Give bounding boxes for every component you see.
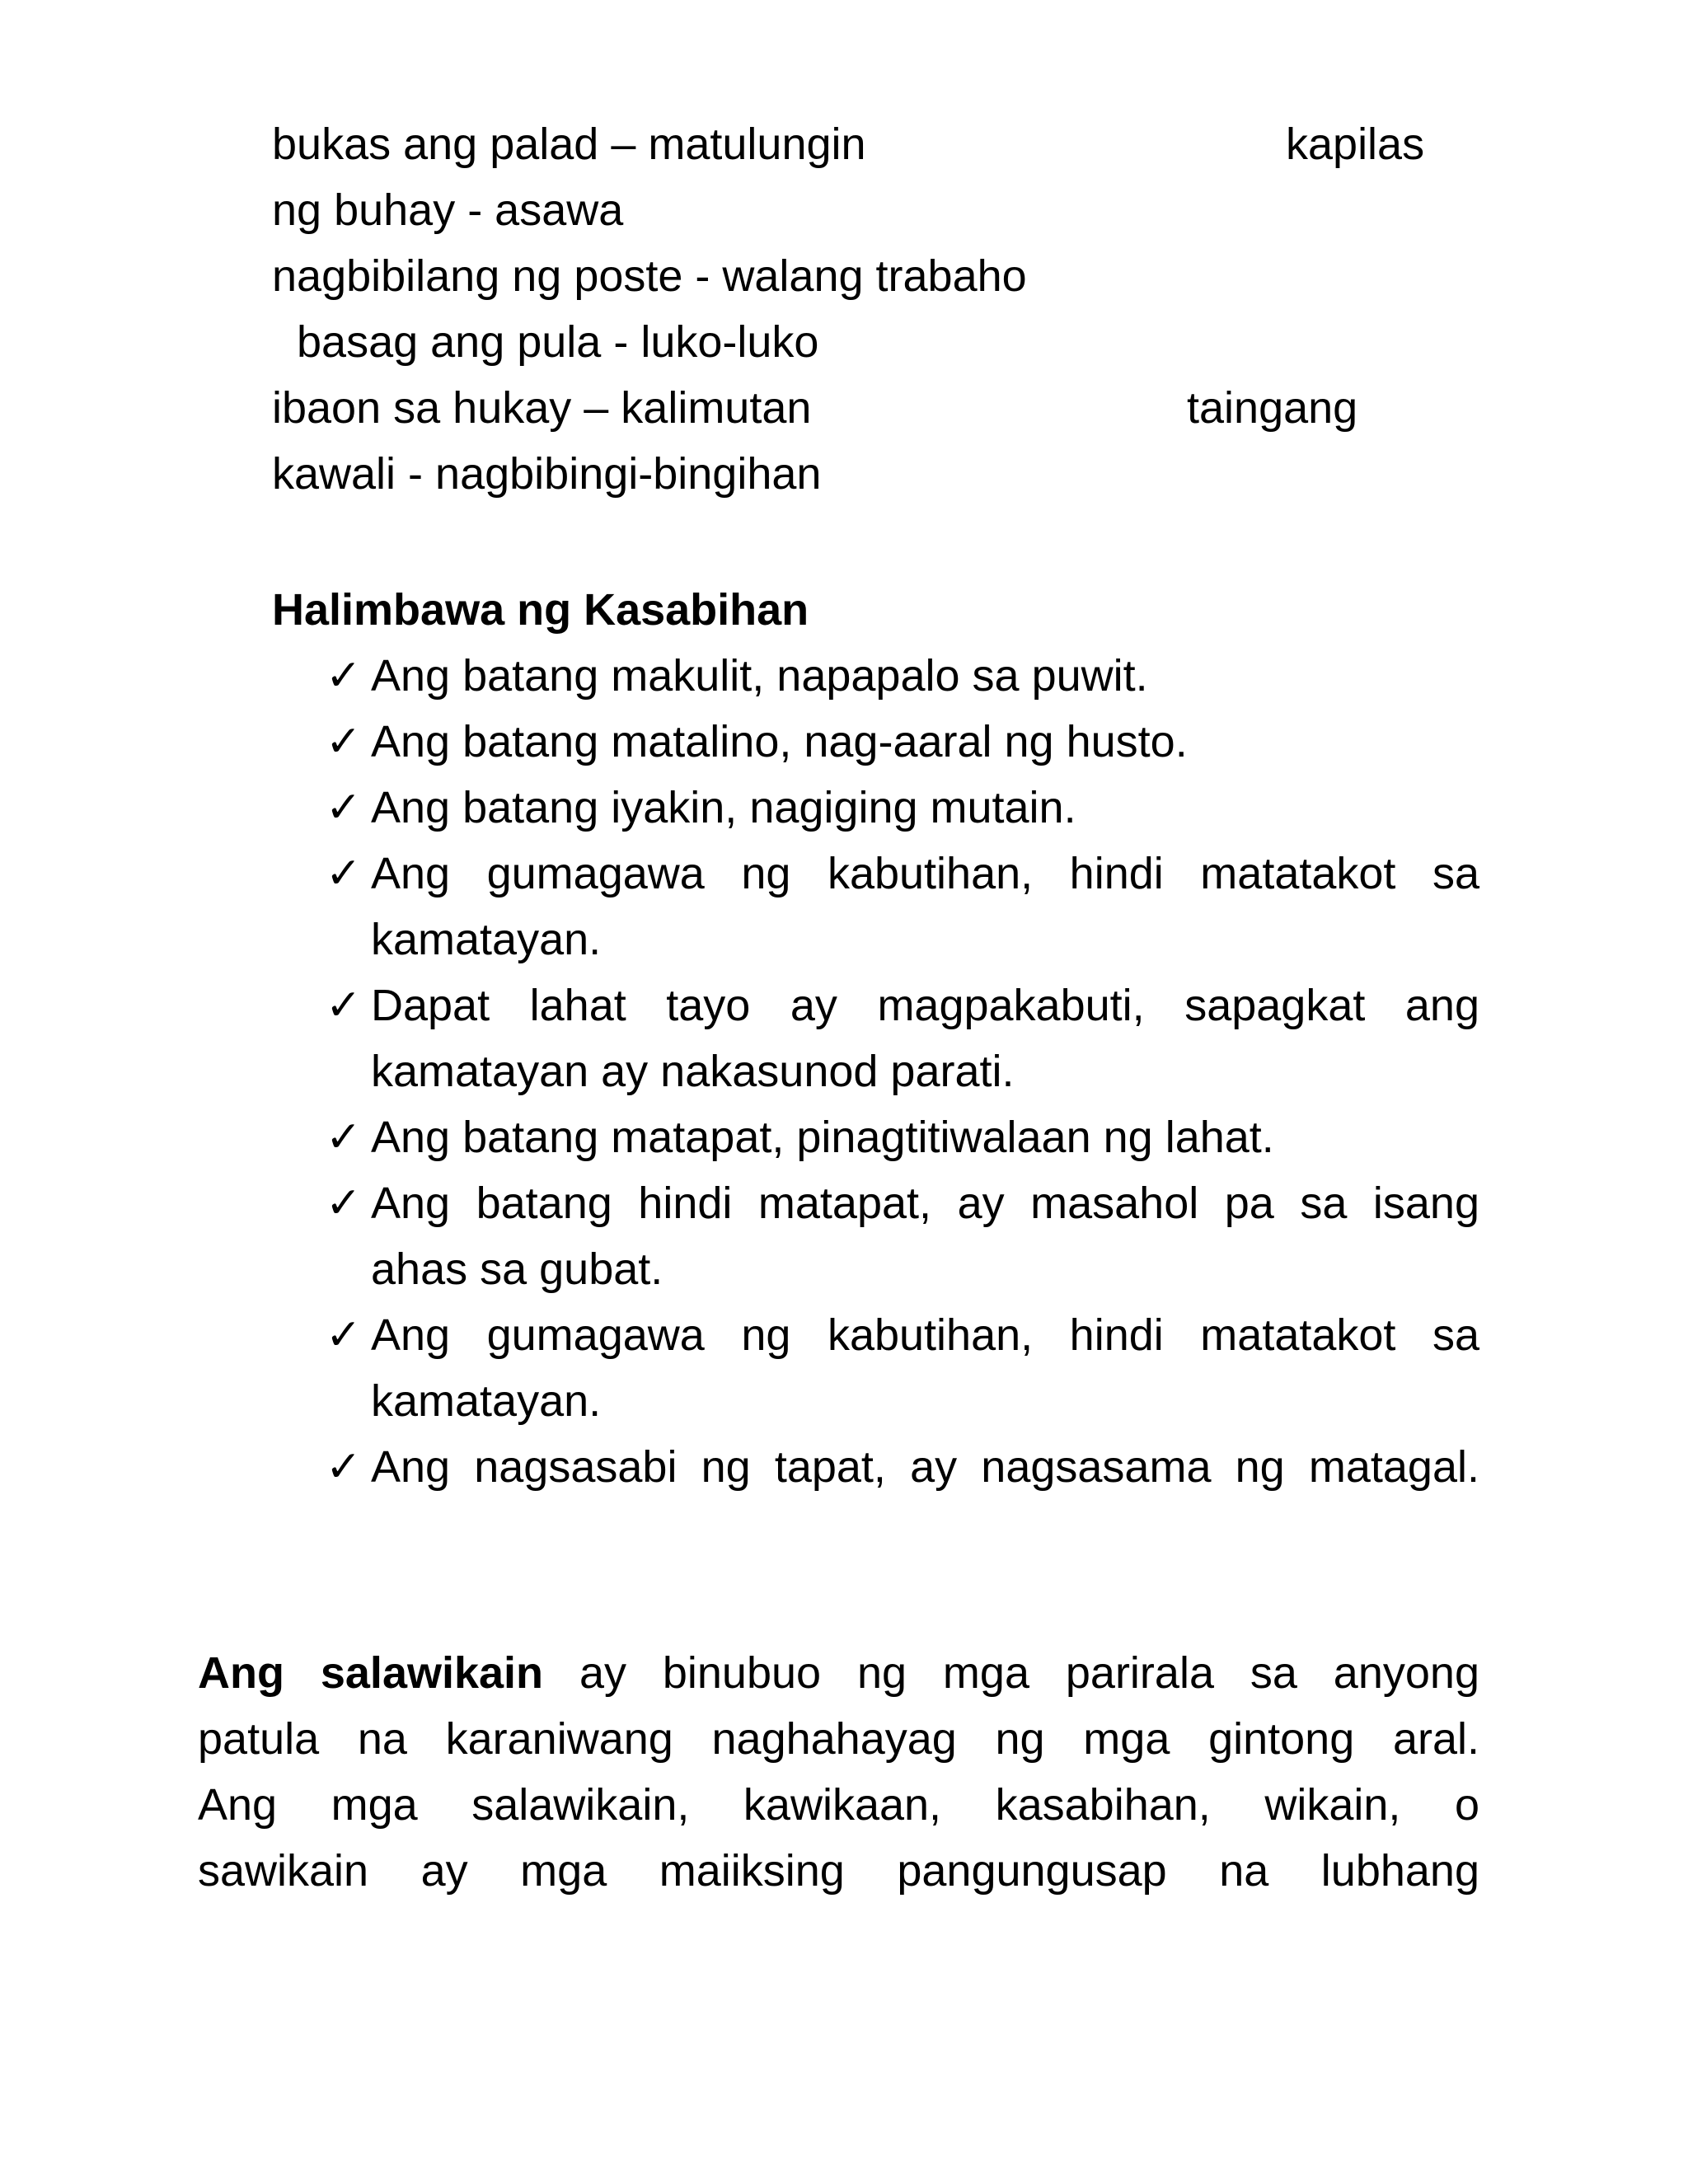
- check-icon: ✓: [326, 1310, 362, 1360]
- salawikain-line-4: sawikain ay mga maiiksing pangungusap na lubhang: [198, 1846, 1479, 1896]
- kasabihan-item-7-line-2: ahas sa gubat.: [371, 1244, 663, 1294]
- salawikain-line-1: [198, 1640, 1479, 1706]
- idiom-line-5: ibaon sa hukay – kalimutan: [272, 383, 812, 433]
- check-icon: ✓: [326, 1113, 362, 1162]
- kasabihan-item-6: Ang batang matapat, pinagtitiwalaan ng lahat.: [371, 1113, 1274, 1162]
- idiom-line-2: ng buhay - asawa: [272, 185, 624, 235]
- kasabihan-item-4-line-2: kamatayan.: [371, 915, 602, 964]
- idiom-line-5-right: taingang: [1187, 383, 1358, 433]
- idiom-line-4: basag ang pula - luko-luko: [272, 317, 819, 367]
- salawikain-term: Ang salawikain: [198, 1648, 544, 1698]
- kasabihan-item-1: Ang batang makulit, napapalo sa puwit.: [371, 651, 1148, 701]
- check-icon: ✓: [326, 717, 362, 766]
- kasabihan-item-4-line-1: Ang gumagawa ng kabutihan, hindi matatakot sa: [371, 849, 1479, 898]
- salawikain-line-2: patula na karaniwang naghahayag ng mga gintong aral.: [198, 1714, 1479, 1764]
- idiom-line-6: kawali - nagbibingi-bingihan: [272, 449, 822, 499]
- kasabihan-item-3: Ang batang iyakin, nagiging mutain.: [371, 783, 1076, 832]
- check-icon: ✓: [326, 1179, 362, 1228]
- kasabihan-item-5-line-2: kamatayan ay nakasunod parati.: [371, 1047, 1015, 1096]
- salawikain-line-1-rest: ay binubuo ng mga parirala sa anyong: [579, 1648, 1479, 1698]
- salawikain-line-3: Ang mga salawikain, kawikaan, kasabihan, wikain, o: [198, 1780, 1479, 1830]
- kasabihan-item-5-line-1: Dapat lahat tayo ay magpakabuti, sapagkat ang: [371, 981, 1479, 1030]
- idiom-line-1: bukas ang palad – matulungin: [272, 120, 866, 169]
- check-icon: ✓: [326, 981, 362, 1030]
- kasabihan-item-9: Ang nagsasabi ng tapat, ay nagsasama ng matagal.: [371, 1442, 1479, 1492]
- kasabihan-item-8-line-2: kamatayan.: [371, 1376, 602, 1426]
- check-icon: ✓: [326, 651, 362, 701]
- idiom-line-1-right: kapilas: [1286, 120, 1425, 169]
- check-icon: ✓: [326, 783, 362, 832]
- kasabihan-item-2: Ang batang matalino, nag-aaral ng husto.: [371, 717, 1188, 766]
- check-icon: ✓: [326, 1442, 362, 1492]
- kasabihan-heading: Halimbawa ng Kasabihan: [272, 585, 809, 635]
- kasabihan-item-8-line-1: Ang gumagawa ng kabutihan, hindi matatakot sa: [371, 1310, 1479, 1360]
- kasabihan-item-7-line-1: Ang batang hindi matapat, ay masahol pa sa isang: [371, 1179, 1479, 1228]
- idiom-line-3: nagbibilang ng poste - walang trabaho: [272, 251, 1027, 301]
- check-icon: ✓: [326, 849, 362, 898]
